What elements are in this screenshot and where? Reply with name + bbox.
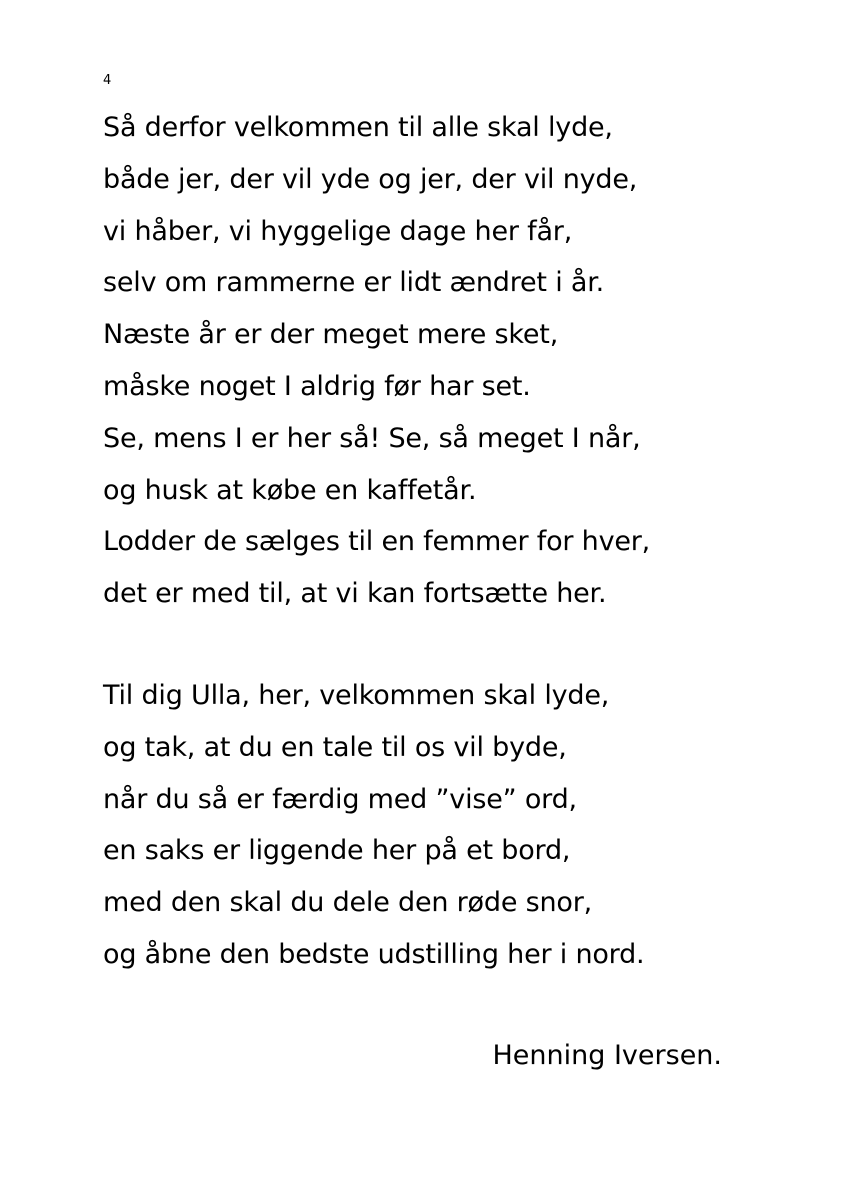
verse-line: Til dig Ulla, her, velkommen skal lyde, [103,680,610,711]
poem-stanza-1 [103,102,650,620]
verse-line: en saks er liggende her på et bord, [103,835,571,867]
verse-line: selv om rammerne er lidt ændret i år. [103,267,605,299]
verse-line: og tak, at du en tale til os vil byde, [103,731,567,763]
verse-line: vi håber, vi hyggelige dage her får, [103,215,573,247]
verse-line: både jer, der vil yde og jer, der vil nyde, [103,163,638,195]
verse-line: og husk at købe en kaffetår. [103,474,477,506]
verse-line: Se, mens I er her så! Se, så meget I når, [103,422,641,454]
verse-line: Lodder de sælges til en femmer for hver, [103,526,651,558]
verse-line: Næste år er der meget mere sket, [103,319,559,351]
verse-line: det er med til, at vi kan fortsætte her. [103,578,607,610]
verse-line: og åbne den bedste udstilling her i nord. [103,938,645,970]
page-number: 4 [103,73,112,88]
verse-line: Så derfor velkommen til alle skal lyde, [103,112,613,143]
verse-line: når du så er færdig med ”vise” ord, [103,783,577,815]
signature: Henning Iversen. [492,1040,722,1071]
verse-line: med den skal du dele den røde snor, [103,887,592,919]
poem-stanza-2 [103,670,644,981]
verse-line: måske noget I aldrig før har set. [103,370,531,402]
